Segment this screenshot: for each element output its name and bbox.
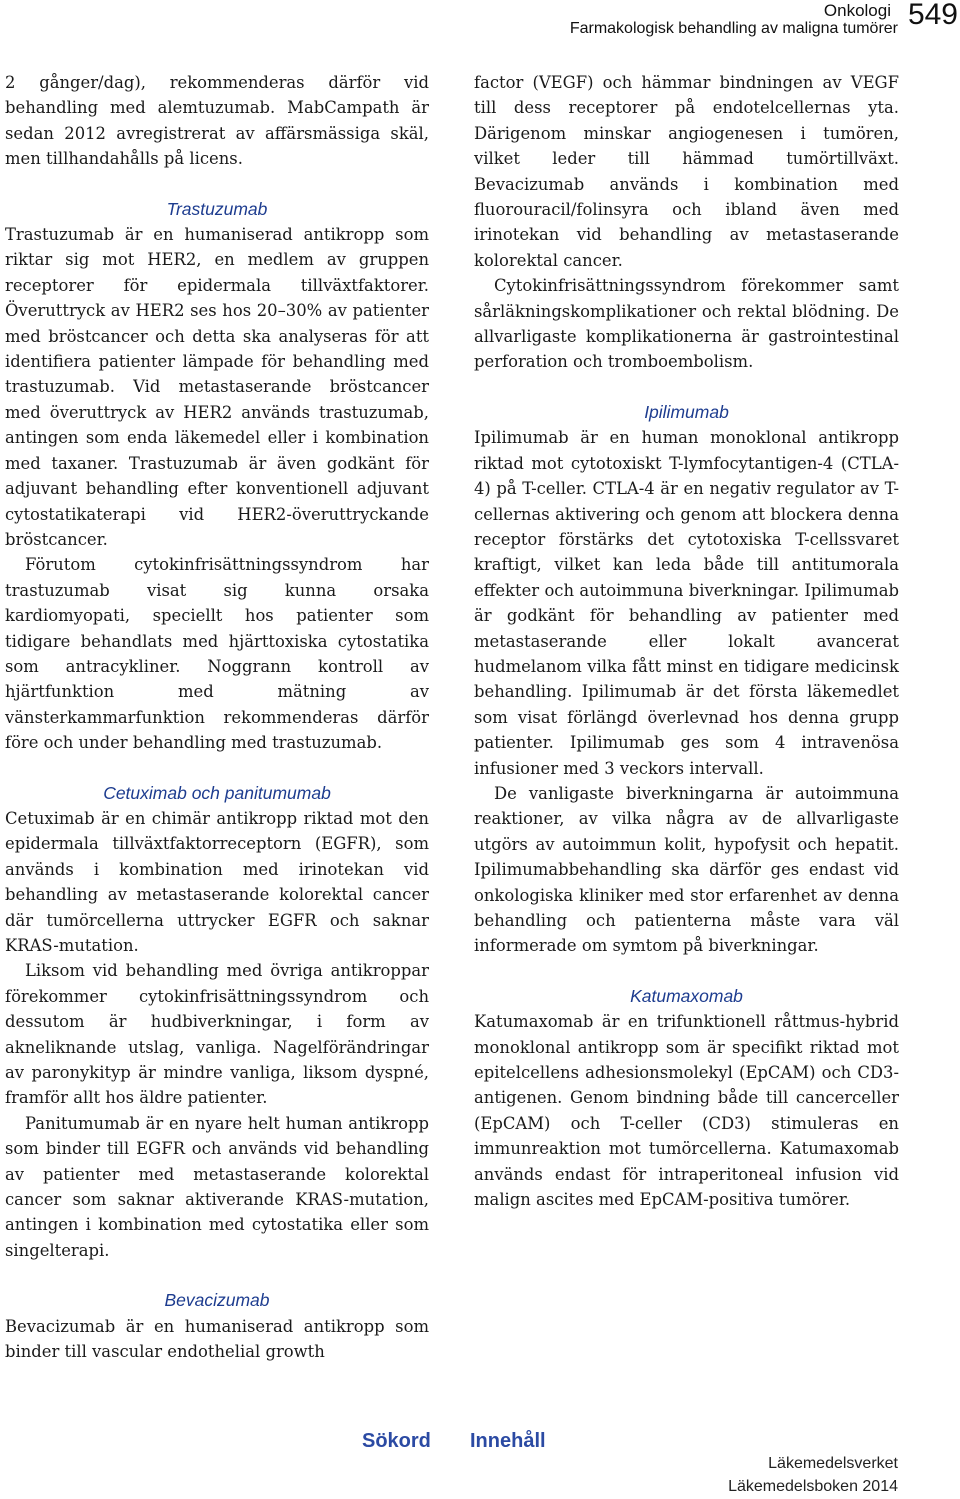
katumaxomab-heading: Katumaxomab [630, 985, 743, 1006]
ipilimumab-paragraph-1: Ipilimumab är en human monoklonal antikropp riktad mot cytotoxiskt T-lymfocytantigen-4 (CTLA-4) på T-celler. CTLA-4 är en negativ regulator av T-cellernas aktivering och genom att blockera denna receptor förstärks det cytotoxiska T-cellssvaret kraftigt, vilket kan leda både till antitumorala effekter och autoimmuna biverkningar. Ipilimumab är godkänt för behandling av patienter med metastaserande eller lokalt avancerat hudmelanom vilka fått minst en tidigare medicinsk behandling. Ipilimumab är det första läkemedlet som visat förlängd överlevnad hos denna grupp patienter. Ipilimumab ges som 4 intravenösa infusioner med 3 veckors intervall. [474, 428, 899, 778]
cetuximab-paragraph-1: Cetuximab är en chimär antikropp riktad mot den epidermala tillväxtfaktorreceptorn (EGFR), som används i kombination med irinotekan vid behandling av metastaserande kolorektal cancer där tumörcellerna uttrycker EGFR och saknar KRAS-mutation. [5, 808, 429, 955]
right-column [474, 70, 899, 1212]
trastuzumab-paragraph-1: Trastuzumab är en humaniserad antikropp som riktar sig mot HER2, en medlem av gruppen receptorer för epidermala tillväxtfaktorer. Överuttryck av HER2 ses hos 20–30% av patienter med bröstcancer och detta ska analyseras för att identifiera patienter lämpade för behandling med trastuzumab. Vid metastaserande bröstcancer med överuttryck av HER2 används trastuzumab, antingen som enda läkemedel eller i kombination med taxaner. Trastuzumab är även godkänt för adjuvant behandling efter konventionell adjuvant cytostatikaterapi vid HER2-överuttryckande bröstcancer. [5, 225, 429, 549]
chapter-subtitle: Farmakologisk behandling av maligna tumörer [569, 20, 898, 37]
bevacizumab-continued: factor (VEGF) och hämmar bindningen av VEGF till dess receptorer på endotelcellernas yta. Därigenom minskar angiogenesen i tumören, vilket leder till hämmad tumörtillväxt. Bevacizumab används i kombination med fluorouracil/folinsyra och ibland även med irinotekan vid behandling av metastaserande kolorektal cancer. [474, 73, 899, 270]
cetuximab-paragraph-2: Liksom vid behandling med övriga antikroppar förekommer cytokinfrisättningssyndrom och dessutom är hudbiverkningar, i form av akneliknande utslag, vanliga. Nagelförändringar av paronykityp är mindre vanliga, liksom dyspné, framför allt hos äldre patienter. [5, 961, 429, 1108]
footer-book: Läkemedelsboken 2014 [728, 1478, 898, 1495]
page-header [0, 0, 960, 48]
ipilimumab-paragraph-2: De vanligaste biverkningarna är autoimmuna reaktioner, av vilka några av de allvarligaste utgörs av autoimmun kolit, hypofysit och hepatit. Ipilimumabbehandling ska därför ges endast vid onkologiska kliniker med stor erfarenhet av denna behandling och patienterna måste vara väl informerade om symtom på biverkningar. [474, 783, 899, 956]
contents-link[interactable]: Innehåll [470, 1430, 546, 1452]
trastuzumab-paragraph-2: Förutom cytokinfrisättningssyndrom har trastuzumab visat sig kunna orsaka kardiomyopati, speciellt hos patienter som tidigare behandlats med hjärttoxiska cytostatika som antracykliner. Noggrann kontroll av hjärtfunktion med mätning av vänsterkammarfunktion rekommenderas därför före och under behandling med trastuzumab. [5, 555, 429, 753]
ipilimumab-heading: Ipilimumab [644, 401, 729, 422]
footer-publisher: Läkemedelsverket [768, 1455, 898, 1472]
bevacizumab-heading: Bevacizumab [164, 1290, 270, 1311]
trastuzumab-heading: Trastuzumab [166, 198, 268, 219]
section-title: Onkologi [823, 1, 891, 20]
intro-paragraph: 2 gånger/dag), rekommenderas därför vid behandling med alemtuzumab. MabCampath är sedan 2012 avregistrerat av affärsmässiga skäl, men tillhandahålls på licens. [5, 73, 429, 169]
page-number: 549 [907, 0, 958, 31]
left-column [5, 70, 429, 1365]
panitumumab-paragraph: Panitumumab är en nyare helt human antikropp som binder till EGFR och används vid behandling av patienter med metastaserande kolorektal cancer som saknar aktiverande KRAS-mutation, antingen i kombination med cytostatika eller som singelterapi. [5, 1113, 429, 1260]
bevacizumab-paragraph-2: Cytokinfrisättningssyndrom förekommer samt sårläkningskomplikationer och rektal blödning. De allvarligaste komplikationerna är gastrointestinal perforation och tromboembolism. [474, 276, 899, 372]
bevacizumab-paragraph-1: Bevacizumab är en humaniserad antikropp som binder till vascular endothelial growth [5, 1316, 429, 1362]
katumaxomab-paragraph: Katumaxomab är en trifunktionell råttmus-hybrid monoklonal antikropp som är specifikt riktad mot epitelcellens adhesionsmolekyl (EpCAM) och CD3-antigenen. Genom bindning både till cancerceller (EpCAM) och T-celler (CD3) stimuleras en immunreaktion mot tumörcellerna. Katumaxomab används endast för intraperitoneal infusion vid malign ascites med EpCAM-positiva tumörer. [474, 1012, 899, 1210]
search-link[interactable]: Sökord [362, 1430, 431, 1452]
cetuximab-heading: Cetuximab och panitumumab [103, 782, 331, 803]
